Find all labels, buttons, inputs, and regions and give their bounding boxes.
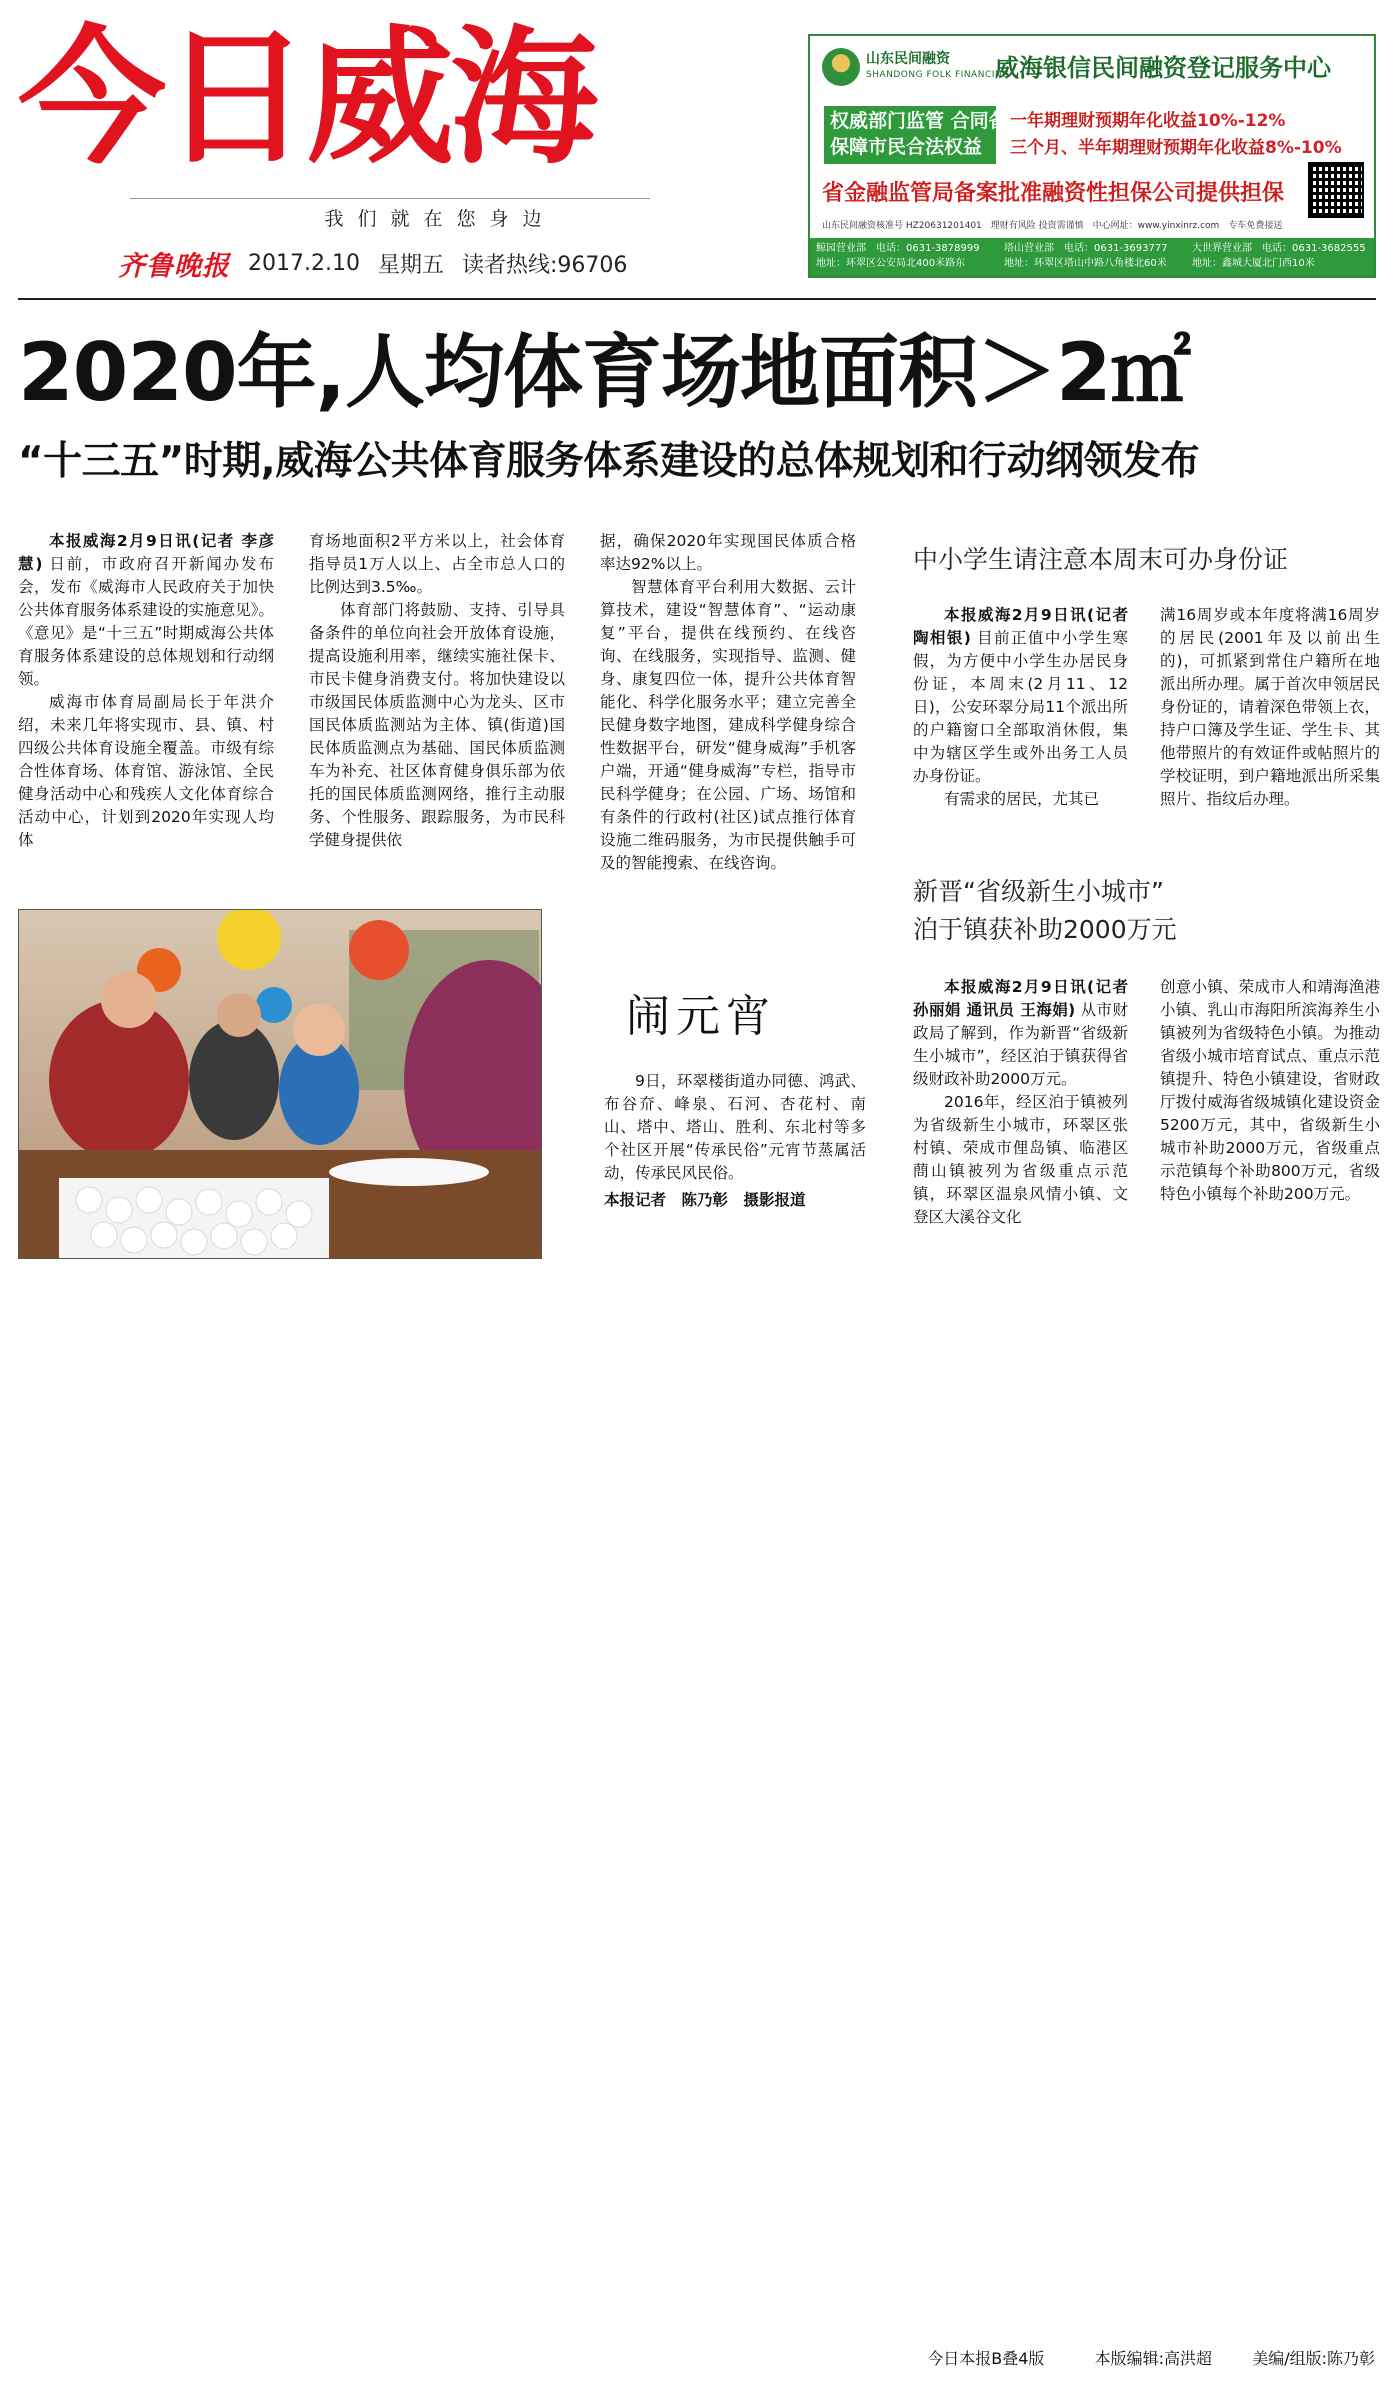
qr-code-icon[interactable] (1310, 164, 1362, 216)
reader-hotline: 读者热线:96706 (461, 252, 628, 278)
ad-rate-1 (1010, 108, 1366, 135)
ad-rate-1-value: 10%-12% (1197, 111, 1286, 131)
paragraph (913, 788, 1128, 811)
paragraph (18, 691, 274, 852)
paragraph-text: 创意小镇、荣成市人和靖海渔港小镇、乳山市海阳所滨海养生小镇被列为省级特色小镇。为推动省级小城市培育试点、重点示范镇提升、特色小镇建设，省财政厅拨付威海省级城镇化建设资金5200万元，其中，省级新生小城市补助2000万元，省级重点示范镇每个补助800万元，省级特色小镇每个补助200万元。 (1160, 978, 1380, 1203)
footer-page: 今日本报B叠4版 (927, 2349, 1045, 2368)
brand-logo: 齐鲁晚报 (118, 250, 230, 282)
town-article-col1 (913, 976, 1128, 1229)
ad-branch-phone: 鲸园营业部 电话：0631-3878999 (816, 243, 980, 254)
masthead-slogan: 我们就在您身边 (324, 208, 556, 230)
ad-branch (1186, 238, 1374, 276)
ad-branch (998, 238, 1186, 276)
paragraph-text: 据，确保2020年实现国民体质合格率达92%以上。 (600, 532, 856, 573)
main-headline: 2020年,人均体育场地面积＞2㎡ (18, 326, 1190, 419)
ad-brand-cn: 山东民间融资 (866, 51, 950, 67)
issue-date: 2017.2.10 (248, 250, 360, 276)
ad-rate-2 (1010, 135, 1366, 162)
main-subheadline: “十三五”时期,威海公共体育服务体系建设的总体规划和行动纲领发布 (18, 439, 1200, 484)
town-article-col2 (1160, 976, 1380, 1206)
ad-rates (1010, 108, 1366, 162)
main-article-col3 (600, 530, 856, 875)
paragraph (1160, 976, 1380, 1206)
paragraph (600, 576, 856, 875)
ad-branch-phone: 大世界营业部 电话：0631-3682555 (1192, 243, 1366, 254)
town-article-title-line1: 新晋“省级新生小城市” (913, 877, 1164, 906)
ad-branches (810, 238, 1374, 276)
paragraph-text: 有需求的居民，尤其已 (944, 790, 1100, 808)
ad-branch-address: 地址：环翠区公安局北400米路东 (816, 258, 966, 269)
photo-credit: 本报记者 陈乃彰 摄影报道 (604, 1191, 806, 1209)
byline: 本报威海2月9日讯(记者 孙丽娟 通讯员 王海娟) (913, 978, 1128, 1019)
paragraph-text: 满16周岁或本年度将满16周岁的居民(2001年及以前出生的)，可抓紧到常住户籍所在地派出所办理。属于首次申领居民身份证的，请着深色带领上衣，持户口簿及学生证、学生卡、其他带照片的有效证件或帖照片的学校证明，到户籍地派出所采集照片、指纹后办理。 (1160, 606, 1380, 808)
news-photo (18, 909, 542, 1259)
dumpling-making-photo (19, 910, 541, 1258)
ad-logo-icon (822, 48, 860, 86)
slogan-divider (130, 198, 650, 199)
paragraph-text: 育场地面积2平方米以上，社会体育指导员1万人以上、占全市总人口的比例达到3.5‰。 (309, 532, 565, 596)
paragraph (1160, 604, 1380, 811)
paragraph-text: 日前，市政府召开新闻办发布会，发布《威海市人民政府关于加快公共体育服务体系建设的实施意见》。《意见》是“十三五”时期威海公共体育服务体系建设的总体规划和行动纲领。 (18, 555, 274, 688)
footer-design: 美编/组版:陈乃彰 (1252, 2349, 1375, 2368)
id-article-col1 (913, 604, 1128, 811)
paragraph (600, 530, 856, 576)
paragraph (604, 1070, 866, 1185)
paragraph (913, 1091, 1128, 1229)
byline: 本报威海2月9日讯(记者 陶相银) (913, 606, 1128, 647)
ad-green-box (824, 106, 1027, 164)
paragraph-text: 从市财政局了解到，作为新晋“省级新生小城市”，经区泊于镇获得省级财政补助2000万元。 (913, 1001, 1128, 1088)
paragraph (913, 976, 1128, 1091)
footer-editor: 本版编辑:高洪超 (1094, 2349, 1213, 2368)
paragraph (18, 530, 274, 691)
paragraph-text: 2016年，经区泊于镇被列为省级新生小城市，环翠区张村镇、荣成市俚岛镇、临港区蔄山镇被列为省级重点示范镇，环翠区温泉风情小镇、文登区大溪谷文化 (913, 1093, 1128, 1226)
town-article-title-line2: 泊于镇获补助2000万元 (913, 915, 1177, 944)
photo-caption (604, 1070, 866, 1185)
ad-guarantee: 省金融监管局备案批准融资性担保公司提供担保 (822, 181, 1285, 206)
ad-branch (810, 238, 998, 276)
id-article-title: 中小学生请注意本周末可办身份证 (913, 545, 1289, 574)
ad-rate-1-text: 一年期理财预期年化收益 (1010, 111, 1197, 131)
ad-rate-2-text: 三个月、半年期理财预期年化收益 (1010, 138, 1265, 158)
paragraph (913, 604, 1128, 788)
paragraph (309, 599, 565, 852)
advertisement[interactable] (808, 34, 1376, 278)
masthead-divider (18, 298, 1376, 300)
paragraph (309, 530, 565, 599)
ad-rate-2-value: 8%-10% (1265, 138, 1342, 158)
page-footer (927, 2346, 1375, 2369)
ad-branch-address: 地址：鑫城大厦北门西10米 (1192, 258, 1315, 269)
main-article-col1 (18, 530, 274, 852)
masthead-info-bar (118, 246, 627, 280)
paragraph-text: 智慧体育平台利用大数据、云计算技术，建设“智慧体育”、“运动康复”平台，提供在线预约、在线咨询、在线服务，实现指导、监测、健身、康复四位一体，提升公共体育智能化、科学化服务水平；建立完善全民健身数字地图，建成科学健身综合性数据平台，研发“健身威海”手机客户端，开通“健身威海”专栏，指导市民科学健身；在公园、广场、场馆和有条件的行政村(社区)试点推行体育设施二维码服务，为市民提供触手可及的智能搜索、在线咨询。 (600, 578, 856, 872)
caption-text: 9日，环翠楼街道办同德、鸿武、布谷夼、峰泉、石河、杏花村、南山、塔中、塔山、胜利、东北村等多个社区开展“传承民俗”元宵节蒸属活动，传承民风民俗。 (604, 1072, 866, 1182)
photo-story-title: 闹元宵 (626, 991, 776, 1042)
ad-header (810, 36, 1374, 100)
paragraph-text: 威海市体育局副局长于年洪介绍，未来几年将实现市、县、镇、村四级公共体育设施全覆盖。市级有综合性体育场、体育馆、游泳馆、全民健身活动中心和残疾人文化体育综合活动中心，计划到2020年实现人均体 (18, 693, 274, 849)
ad-brand-en: SHANDONG FOLK FINANCING (866, 70, 1010, 80)
masthead-title: 今日威海 (18, 12, 594, 184)
issue-weekday: 星期五 (377, 252, 444, 278)
id-article-col2 (1160, 604, 1380, 811)
ad-branch-phone: 塔山营业部 电话：0631-3693777 (1004, 243, 1168, 254)
ad-title: 威海银信民间融资登记服务中心 (995, 54, 1331, 82)
main-article-col2 (309, 530, 565, 852)
byline: 本报威海2月9日讯(记者 李彦慧) (18, 532, 274, 573)
ad-fine-print: 山东民间融资核准号 HZ20631201401 理财有风险 投资需谨慎 中心网址：www.yinxinrz.com 专车免费接送 (822, 221, 1283, 231)
ad-green-line2: 保障市民合法权益 (830, 136, 983, 158)
paragraph-text: 体育部门将鼓励、支持、引导具备条件的单位向社会开放体育设施，提高设施利用率，继续实施社保卡、市民卡健身消费支付。将加快建设以市级国民体质监测中心为龙头、区市国民体质监测站为主体、镇(街道)国民体质监测点为基础、国民体质监测车为补充、社区体育健身俱乐部为依托的国民体质监测网络，推行主动服务、个性服务、跟踪服务，为市民科学健身提供依 (309, 601, 565, 849)
ad-branch-address: 地址：环翠区塔山中路八角楼北60米 (1004, 258, 1167, 269)
paragraph-text: 目前正值中小学生寒假，为方便中小学生办居民身份证，本周末(2月11、12日)，公安环翠分局11个派出所的户籍窗口全部取消休假，集中为辖区学生或外出务工人员办身份证。 (913, 629, 1128, 785)
ad-green-line1: 权威部门监管 合同备案 (830, 110, 1027, 132)
